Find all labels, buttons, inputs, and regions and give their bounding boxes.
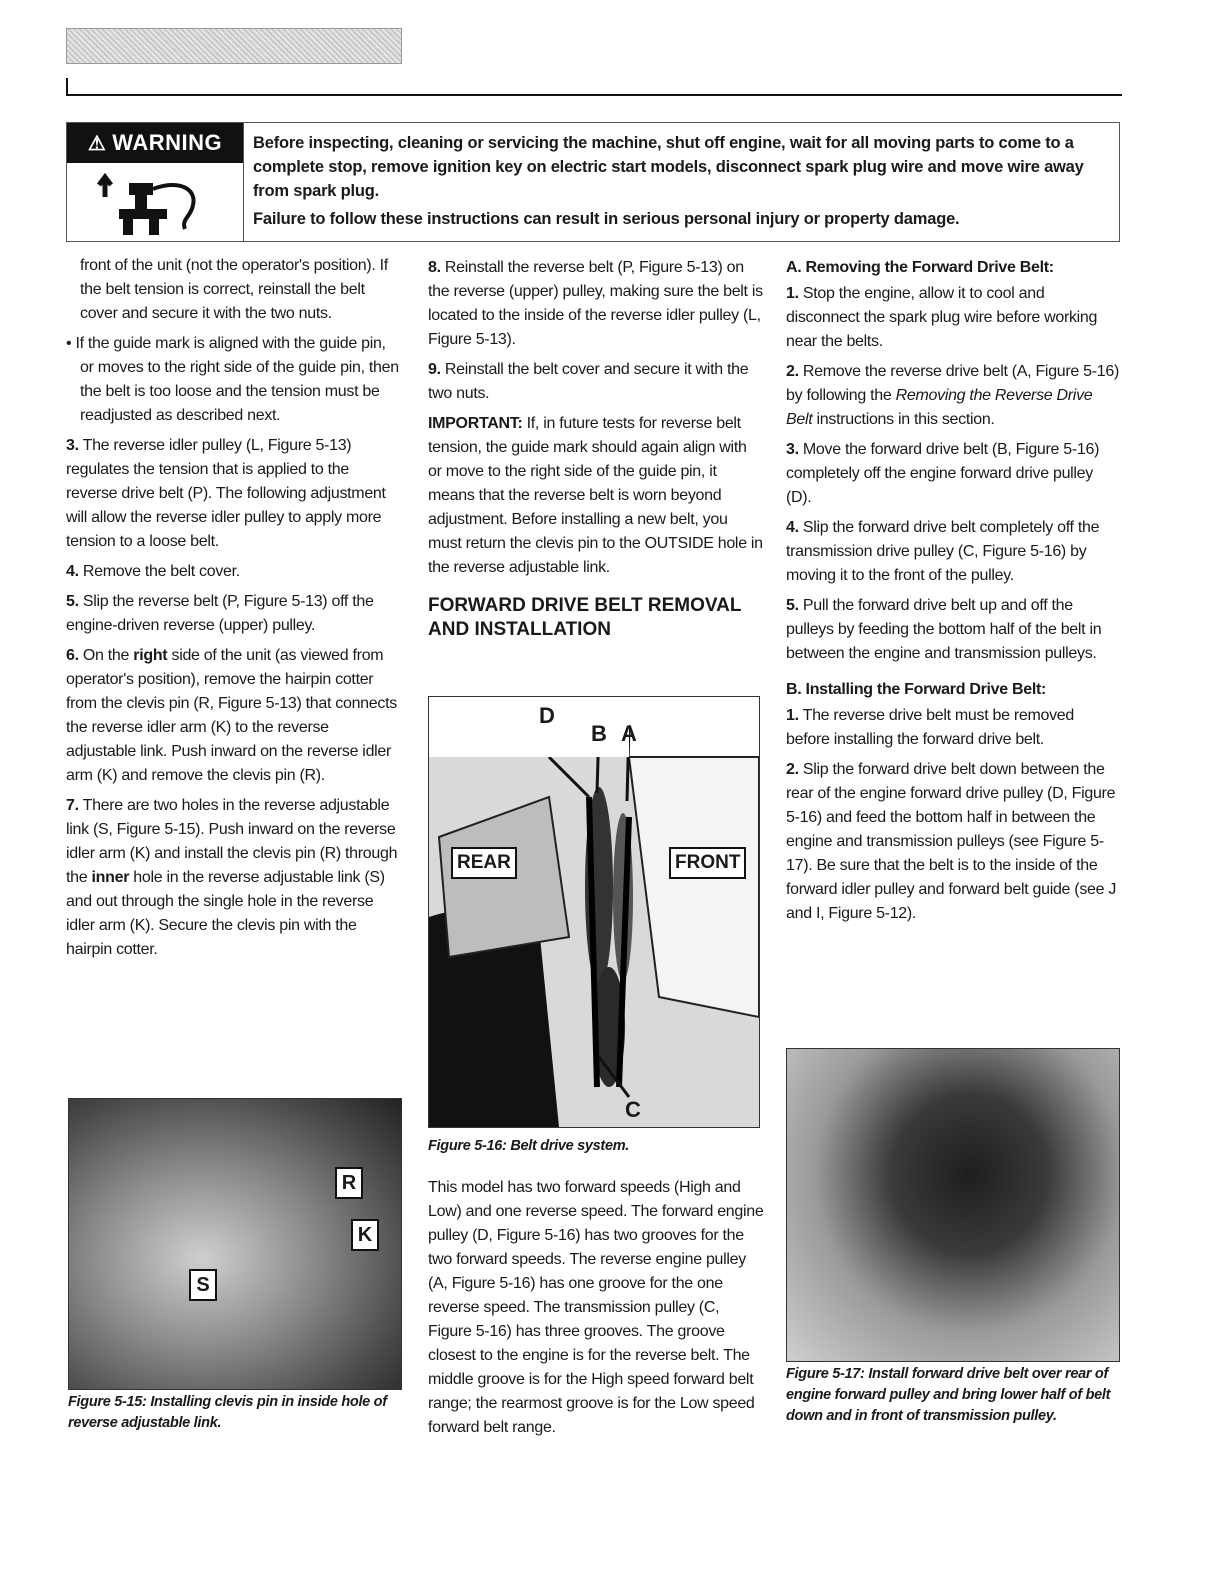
label-b: B: [591, 721, 607, 746]
figure-5-15-photo: [68, 1098, 402, 1390]
header-rule: [66, 94, 1122, 96]
warning-label: WARNING: [112, 130, 223, 155]
belt-drive-illustration: [429, 697, 759, 1127]
warning-triangle-icon: ⚠: [87, 132, 107, 155]
step-4: 4. Remove the belt cover.: [66, 563, 240, 580]
label-a: A: [621, 721, 637, 746]
warning-instruction: Before inspecting, cleaning or servicing the machine, shut off engine, wait for all moving parts to come to a complete stop, remove ignition key on electric start models, disconnect spark plug wire and move wire away from spark plug.: [253, 134, 1084, 200]
label-k: K: [351, 1219, 379, 1251]
figure-5-15-caption: Figure 5-15: Installing clevis pin in inside hole of reverse adjustable link.: [68, 1394, 387, 1431]
figure-5-16-caption: Figure 5-16: Belt drive system.: [428, 1138, 630, 1154]
label-rear: REAR: [451, 847, 517, 879]
step-5: 5. Slip the reverse belt (P, Figure 5-13) off the engine-driven reverse (upper) pulley.: [66, 593, 374, 634]
label-s: S: [189, 1269, 217, 1301]
remove-step-3: 3. Move the forward drive belt (B, Figure 5-16) completely off the engine forward drive pulley (D).: [786, 441, 1100, 506]
continued-paragraph: front of the unit (not the operator's position). If the belt tension is correct, reinstall the belt cover and secure it with the two nuts.: [80, 257, 388, 322]
step-3: 3. The reverse idler pulley (L, Figure 5-13) regulates the tension that is applied to the reverse drive belt (P). The following adjustment will allow the reverse idler pulley to apply more tension to a loose belt.: [66, 437, 386, 550]
section-heading: FORWARD DRIVE BELT REMOVAL AND INSTALLATION: [428, 595, 742, 640]
heading-removing: A. Removing the Forward Drive Belt:: [786, 259, 1054, 276]
figure-5-17-caption: Figure 5-17: Install forward drive belt over rear of engine forward pulley and bring lower half of belt down and in front of transmission pulley.: [786, 1366, 1111, 1424]
step-8: 8. Reinstall the reverse belt (P, Figure 5-13) on the reverse (upper) pulley, making sure the belt is located to the inside of the reverse idler pulley (L, Figure 5-13).: [428, 259, 763, 348]
column-2: [428, 256, 764, 654]
column-3: [786, 256, 1120, 932]
remove-step-5: 5. Pull the forward drive belt up and off the pulleys by feeding the bottom half of the belt in between the engine and transmission pulleys.: [786, 597, 1102, 662]
guide-mark-bullet: • If the guide mark is aligned with the guide pin, or moves to the right side of the guide pin, then the belt is too loose and the tension must be readjusted as described next.: [66, 335, 399, 424]
warning-badge: [67, 123, 244, 241]
install-step-2: 2. Slip the forward drive belt down between the rear of the engine forward drive pulley (D, Figure 5-16) and feed the bottom half in between the engine and transmission pulleys (see Figure 5-17). Be sure that the belt is to the inside of the forward idler pulley and forward belt guide (see J and I, Figure 5-12).: [786, 761, 1117, 922]
figure-5-17-photo: [786, 1048, 1120, 1362]
remove-step-2: 2. Remove the reverse drive belt (A, Figure 5-16) by following the Removing the Reverse Drive Belt instructions in this section.: [786, 363, 1120, 428]
spark-plug-icon: [89, 169, 221, 235]
step-7: 7. There are two holes in the reverse adjustable link (S, Figure 5-15). Push inward on the reverse idler arm (K) and install the clevis pin (R) through the inner hole in the reverse adjustable link (S) and out through the single hole in the reverse idler arm (K). Secure the clevis pin with the hairpin cotter.: [66, 797, 398, 958]
label-d: D: [539, 703, 555, 728]
column-2-body: [428, 1176, 764, 1446]
label-front: FRONT: [669, 847, 746, 879]
forward-speeds-paragraph: This model has two forward speeds (High and Low) and one reverse speed. The forward engine pulley (D, Figure 5-16) has two grooves for the two forward speeds. The reverse engine pulley (A, Figure 5-16) has one groove for the one reverse speed. The transmission pulley (C, Figure 5-16) has three grooves. The groove closest to the engine is for the reverse belt. The middle groove is for the High speed forward belt range; the rearmost groove is for the Low speed forward belt range.: [428, 1179, 764, 1436]
step-9: 9. Reinstall the belt cover and secure it with the two nuts.: [428, 361, 749, 402]
install-step-1: 1. The reverse drive belt must be removed before installing the forward drive belt.: [786, 707, 1074, 748]
heading-installing: B. Installing the Forward Drive Belt:: [786, 681, 1047, 698]
remove-step-1: 1. Stop the engine, allow it to cool and disconnect the spark plug wire before working near the belts.: [786, 285, 1098, 350]
section-header-bar: [66, 28, 402, 64]
important-note: IMPORTANT: If, in future tests for reverse belt tension, the guide mark should again align with or move to the right side of the guide pin, it means that the reverse belt is worn beyond adjustment. Before installing a new belt, you must return the clevis pin to the OUTSIDE hole in the reverse adjustable link.: [428, 415, 763, 576]
step-6: 6. On the right side of the unit (as viewed from operator's position), remove the hairpin cotter from the clevis pin (R, Figure 5-13) that connects the reverse idler arm (K) to the reverse adjustable link. Push inward on the reverse idler arm (K) and remove the clevis pin (R).: [66, 647, 397, 784]
remove-step-4: 4. Slip the forward drive belt completely off the transmission drive pulley (C, Figure 5-16) by moving it to the front of the pulley.: [786, 519, 1100, 584]
label-c: C: [625, 1097, 641, 1122]
label-r: R: [335, 1167, 363, 1199]
figure-5-16-diagram: [428, 696, 760, 1128]
warning-consequence: Failure to follow these instructions can result in serious personal injury or property damage.: [253, 210, 960, 228]
warning-box: [66, 122, 1120, 242]
column-1: [66, 254, 400, 968]
warning-text: [253, 131, 1111, 235]
